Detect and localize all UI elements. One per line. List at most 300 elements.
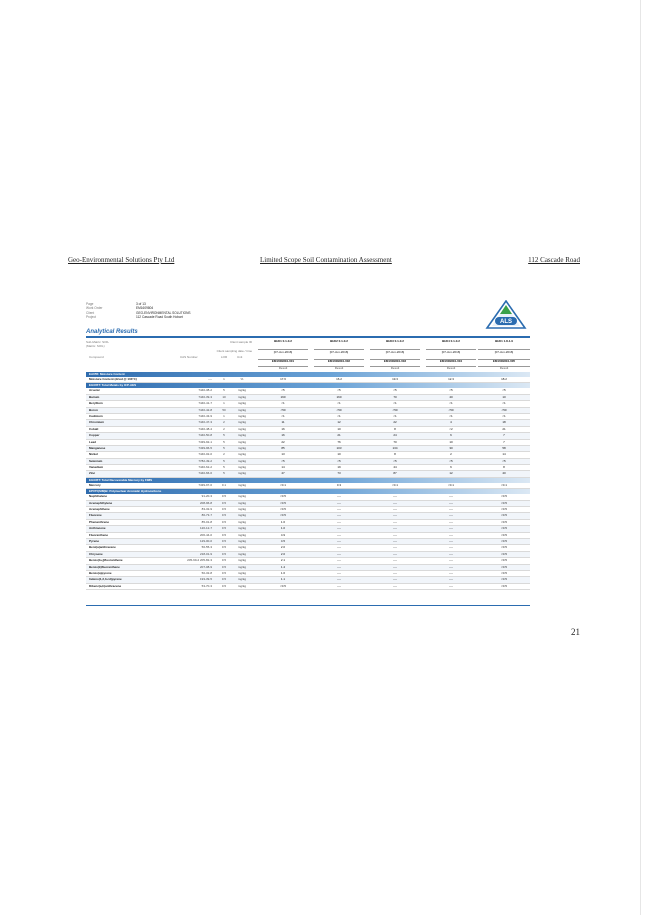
cell-value: 4.5 — [280, 538, 286, 543]
sample-column — [426, 338, 476, 370]
cell-value: 13 — [281, 452, 285, 457]
cell-value: <0.5 — [501, 532, 507, 537]
cell-unit: mg/kg — [237, 532, 247, 537]
cell-cas: 56-55-3 — [201, 545, 212, 550]
cell-name: Acenaphthene — [89, 507, 110, 512]
cell-name: Chromium — [89, 420, 104, 425]
cell-value: ---- — [337, 577, 341, 582]
meta-value: GEO-ENVIRONMENTAL SOLUTIONS — [136, 310, 191, 315]
meta-value: 112 Cascade Road South Hobart — [136, 314, 183, 319]
cell-value: 0.3 — [336, 482, 342, 487]
cell-value: 10 — [337, 452, 341, 457]
cell-value: <1 — [449, 401, 453, 406]
cell-cas: 83-32-9 — [201, 507, 212, 512]
cell-value: 2.0 — [280, 551, 286, 556]
table-header — [86, 338, 530, 370]
cell-value: <0.5 — [501, 570, 507, 575]
cell-value: 14 — [502, 452, 506, 457]
cell-lor: 0.1 — [221, 482, 227, 487]
cell-value: <50 — [448, 407, 454, 412]
cell-cas: 85-01-8 — [201, 519, 212, 524]
cell-value: 12 — [337, 420, 341, 425]
cell-value: ---- — [393, 507, 397, 512]
sample-code: EM1609804-005 — [478, 360, 530, 367]
cell-value: 30 — [449, 445, 453, 450]
cell-value: 4 — [450, 420, 452, 425]
cell-unit: mg/kg — [237, 394, 247, 399]
cell-name: Beryllium — [89, 401, 103, 406]
cell-name: Mercury — [89, 482, 101, 487]
cell-cas: 129-00-0 — [199, 538, 212, 543]
cell-unit: mg/kg — [237, 500, 247, 505]
cell-value: <1 — [337, 413, 341, 418]
cell-value: 103 — [336, 445, 342, 450]
footer-rule — [86, 605, 530, 606]
cell-value: <5 — [449, 388, 453, 393]
cell-lor: 5 — [223, 458, 225, 463]
cell-name: Nickel — [89, 452, 98, 457]
cell-value: <5 — [281, 388, 285, 393]
cell-value: 12.3 — [448, 377, 454, 381]
cell-value: <0.5 — [280, 500, 286, 505]
cell-value: <5 — [502, 458, 506, 463]
matrix-label: (Matrix: SOIL) — [86, 344, 105, 348]
cell-cas: 7440-43-9 — [198, 413, 212, 418]
cell-value: 1.4 — [280, 564, 286, 569]
result-label: Result — [390, 366, 400, 370]
cell-cas: 218-01-9 — [199, 551, 212, 556]
section-band: EA055: Moisture Content — [86, 372, 530, 377]
cell-name: Phenanthrene — [89, 519, 110, 524]
cell-value: <1 — [449, 413, 453, 418]
result-label: Result — [446, 366, 456, 370]
table-row — [86, 584, 530, 590]
cell-value: <5 — [281, 458, 285, 463]
header-report-title: Limited Scope Soil Contamination Assessment — [260, 256, 392, 264]
cell-value: <0.1 — [392, 482, 398, 487]
cell-unit: mg/kg — [237, 519, 247, 524]
cell-value: 1.6 — [280, 570, 286, 575]
cell-value: ---- — [449, 545, 453, 550]
cell-value: 6 — [450, 433, 452, 438]
cell-value: 16 — [281, 426, 285, 431]
cell-name: Lead — [89, 439, 97, 444]
cell-name: Cadmium — [89, 413, 103, 418]
sample-date: [07-Jun-2016] — [478, 350, 530, 360]
cell-value: ---- — [337, 494, 341, 499]
cell-unit: mg/kg — [237, 426, 247, 431]
sample-date: [07-Jun-2016] — [258, 350, 308, 360]
cell-name: Benz(a)anthracene — [89, 545, 116, 550]
cell-cas: 7439-97-6 — [198, 482, 212, 487]
cell-value: 24 — [393, 433, 397, 438]
cell-cas: 205-99-2 205-82-3 — [187, 558, 212, 563]
cell-unit: mg/kg — [237, 458, 247, 463]
cell-value: <0.5 — [280, 583, 286, 588]
cell-value: 22 — [281, 439, 285, 444]
cell-value: <0.5 — [501, 526, 507, 531]
cell-cas: 7440-50-8 — [198, 433, 212, 438]
cell-value: <1 — [393, 413, 397, 418]
cell-value: <1 — [337, 401, 341, 406]
sample-code: EM1609804-004 — [426, 360, 476, 367]
cell-cas: 7440-62-2 — [198, 465, 212, 470]
cell-value: 16 — [281, 433, 285, 438]
results-table — [86, 372, 530, 590]
cell-lor: 0.5 — [221, 513, 227, 518]
cell-value: <5 — [393, 388, 397, 393]
cell-unit: mg/kg — [237, 558, 247, 563]
cell-value: 73 — [337, 471, 341, 476]
sample-id: BH04 0.1-0.2 — [426, 338, 476, 350]
cell-value: 17.6 — [280, 377, 286, 381]
cell-value: <0.1 — [448, 482, 454, 487]
cell-value: 2.0 — [280, 545, 286, 550]
cell-unit: mg/kg — [237, 577, 247, 582]
cell-cas: 7440-47-3 — [198, 420, 212, 425]
cell-value: <0.5 — [501, 500, 507, 505]
cell-unit: mg/kg — [237, 545, 247, 550]
section-band: EP075(SIM)B: Polynuclear Aromatic Hydrocarbons — [86, 489, 530, 494]
cell-name: Benzo(k)fluoranthene — [89, 564, 120, 569]
cell-name: Acenaphthylene — [89, 500, 113, 505]
cell-cas: 7440-02-0 — [198, 452, 212, 457]
cell-value: ---- — [337, 538, 341, 543]
sample-id: BH01 0.1-0.2 — [258, 338, 308, 350]
cell-value: 47 — [281, 471, 285, 476]
cell-value: <5 — [502, 388, 506, 393]
sample-column — [314, 338, 364, 370]
cell-cas: 86-73-7 — [201, 513, 212, 518]
cell-value: <0.5 — [501, 519, 507, 524]
cell-unit: mg/kg — [237, 564, 247, 569]
cell-value: ---- — [393, 513, 397, 518]
sample-date: [07-Jun-2016] — [370, 350, 420, 360]
cell-value: ---- — [337, 558, 341, 563]
cell-value: 21 — [337, 433, 341, 438]
sample-id: BH03 0.1-0.2 — [370, 338, 420, 350]
cell-cas: 207-08-9 — [199, 564, 212, 569]
cell-value: 10 — [502, 394, 506, 399]
cell-lor: 0.5 — [221, 532, 227, 537]
cell-value: ---- — [449, 519, 453, 524]
cell-value: <2 — [449, 426, 453, 431]
cell-name: Barium — [89, 394, 100, 399]
als-logo — [484, 300, 528, 330]
cell-value: <50 — [280, 407, 286, 412]
cell-unit: mg/kg — [237, 388, 247, 393]
cell-unit: mg/kg — [237, 420, 247, 425]
sample-date: [07-Jun-2016] — [426, 350, 476, 360]
cell-value: <1 — [281, 413, 285, 418]
cell-value: 190 — [280, 394, 286, 399]
sample-date: [07-Jun-2016] — [314, 350, 364, 360]
cell-value: ---- — [393, 526, 397, 531]
cell-unit: mg/kg — [237, 465, 247, 470]
sample-column — [370, 338, 420, 370]
cell-cas: 7440-42-8 — [198, 407, 212, 412]
cell-lor: 5 — [223, 445, 225, 450]
cell-value: ---- — [337, 564, 341, 569]
client-id-label: Client sample ID — [229, 340, 252, 344]
cell-value: 8 — [503, 465, 505, 470]
cell-value: ---- — [449, 494, 453, 499]
section-band: EG035T: Total Recoverable Mercury by FIMS — [86, 478, 530, 483]
cell-value: ---- — [393, 538, 397, 543]
cell-value: 7 — [503, 433, 505, 438]
cell-value: ---- — [393, 564, 397, 569]
cell-name: Vanadium — [89, 465, 104, 470]
sample-id: BH02 0.1-0.2 — [314, 338, 364, 350]
cell-value: 87 — [393, 471, 397, 476]
cell-lor: 10 — [222, 394, 226, 399]
cell-value: <0.5 — [501, 538, 507, 543]
cell-value: 6 — [450, 465, 452, 470]
cell-value: 22 — [393, 420, 397, 425]
cell-value: ---- — [393, 532, 397, 537]
cell-name: Boron — [89, 407, 98, 412]
cell-unit: mg/kg — [237, 471, 247, 476]
cell-value: <50 — [336, 407, 342, 412]
cell-value: ---- — [449, 570, 453, 575]
cell-value: 10 — [337, 426, 341, 431]
cell-lor: 0.5 — [221, 494, 227, 499]
cell-value: <50 — [501, 407, 507, 412]
cell-value: ---- — [449, 507, 453, 512]
section-band: EG005T: Total Metals by ICP-AES — [86, 383, 530, 388]
cell-name: Arsenic — [89, 388, 101, 393]
cell-lor: 1 — [223, 377, 225, 381]
cell-lor: 50 — [222, 407, 226, 412]
cell-name: Naphthalene — [89, 494, 108, 499]
cell-unit: mg/kg — [237, 507, 247, 512]
cell-lor: 1 — [223, 413, 225, 418]
cell-value: ---- — [393, 545, 397, 550]
cell-name: Fluorene — [89, 513, 102, 518]
cell-unit: mg/kg — [237, 452, 247, 457]
cell-cas: ---- — [208, 377, 212, 381]
cell-value: ---- — [449, 500, 453, 505]
cell-value: <5 — [393, 458, 397, 463]
cell-value: 40 — [449, 394, 453, 399]
client-date-label: Client sampling date / time — [216, 349, 252, 353]
cell-name: Pyrene — [89, 538, 100, 543]
cell-value: ---- — [337, 519, 341, 524]
cell-lor: 0.5 — [221, 583, 227, 588]
cell-value: ---- — [393, 519, 397, 524]
header-company: Geo-Environmental Solutions Pty Ltd — [68, 256, 175, 264]
cell-unit: mg/kg — [237, 401, 247, 406]
cell-value: 19 — [337, 465, 341, 470]
cell-value: 7 — [503, 439, 505, 444]
cell-lor: 1 — [223, 401, 225, 406]
meta-label: Page — [86, 302, 94, 306]
cell-lor: 0.5 — [221, 545, 227, 550]
cell-value: 18.2 — [501, 377, 507, 381]
cell-cas: 208-96-8 — [199, 500, 212, 505]
cell-value: <5 — [337, 388, 341, 393]
cell-cas: 53-70-3 — [201, 583, 212, 588]
cell-value: 58 — [502, 445, 506, 450]
cell-unit: mg/kg — [237, 570, 247, 575]
cell-lor: 0.5 — [221, 538, 227, 543]
cell-cas: 50-32-8 — [201, 570, 212, 575]
cell-cas: 91-20-3 — [201, 494, 212, 499]
cell-name: Selenium — [89, 458, 103, 463]
cell-value: <1 — [502, 401, 506, 406]
table-row — [86, 483, 530, 489]
cell-value: 70 — [393, 394, 397, 399]
cell-value: <0.5 — [280, 507, 286, 512]
cell-name: Manganese — [89, 445, 106, 450]
table-row — [86, 471, 530, 477]
cell-value: <0.1 — [280, 482, 286, 487]
col-lor: LOR — [221, 355, 228, 359]
cell-cas: 7439-92-1 — [198, 439, 212, 444]
cell-cas: 193-39-5 — [199, 577, 212, 582]
cell-value: 4.9 — [280, 532, 286, 537]
cell-value: 19.3 — [392, 377, 398, 381]
cell-value: 44 — [393, 465, 397, 470]
cell-unit: mg/kg — [237, 407, 247, 412]
cell-value: 12 — [449, 471, 453, 476]
cell-value: ---- — [393, 577, 397, 582]
cell-unit: mg/kg — [237, 526, 247, 531]
cell-unit: mg/kg — [237, 583, 247, 588]
cell-lor: 0.5 — [221, 507, 227, 512]
cell-value: ---- — [393, 551, 397, 556]
cell-value: ---- — [337, 532, 341, 537]
header-address: 112 Cascade Road — [528, 256, 580, 264]
cell-value: 134 — [392, 445, 398, 450]
cell-cas: 7440-48-4 — [198, 426, 212, 431]
cell-value: 1.0 — [280, 526, 286, 531]
meta-value: 3 of 13 — [136, 302, 146, 306]
cell-value: ---- — [337, 570, 341, 575]
cell-value: ---- — [449, 551, 453, 556]
cell-lor: 2 — [223, 426, 225, 431]
cell-value: ---- — [449, 526, 453, 531]
logo-text: ALS — [500, 319, 512, 326]
cell-lor: 0.5 — [221, 577, 227, 582]
cell-value: ---- — [449, 532, 453, 537]
cell-value: 8 — [394, 452, 396, 457]
sub-matrix-label: Sub-Matrix: SOIL — [86, 340, 110, 344]
cell-value: ---- — [393, 494, 397, 499]
cell-value: ---- — [449, 513, 453, 518]
cell-lor: 5 — [223, 439, 225, 444]
cell-value: <50 — [392, 407, 398, 412]
cell-lor: 5 — [223, 465, 225, 470]
cell-value: 21 — [502, 426, 506, 431]
cell-value: 16.2 — [336, 377, 342, 381]
cell-value: <0.5 — [280, 513, 286, 518]
cell-unit: mg/kg — [237, 494, 247, 499]
cell-lor: 5 — [223, 433, 225, 438]
sample-code: EM1609804-001 — [258, 360, 308, 367]
cell-value: ---- — [449, 577, 453, 582]
cell-cas: 7440-41-7 — [198, 401, 212, 406]
cell-value: 2 — [450, 452, 452, 457]
cell-lor: 0.5 — [221, 570, 227, 575]
cell-name: Copper — [89, 433, 100, 438]
meta-label: Work Order — [86, 306, 103, 311]
cell-name: Fluoranthene — [89, 532, 109, 537]
cell-value: ---- — [337, 551, 341, 556]
cell-value: ---- — [337, 513, 341, 518]
cell-cas: 7440-66-6 — [198, 471, 212, 476]
cell-name: Chrysene — [89, 551, 103, 556]
cell-value: 70 — [393, 439, 397, 444]
cell-unit: mg/kg — [237, 439, 247, 444]
cell-value: <0.5 — [501, 577, 507, 582]
cell-value: <0.1 — [501, 482, 507, 487]
cell-name: Benzo(a)pyrene — [89, 570, 112, 575]
cell-lor: 0.5 — [221, 519, 227, 524]
cell-value: 85 — [281, 445, 285, 450]
table-row — [86, 377, 530, 383]
cell-unit: mg/kg — [237, 513, 247, 518]
cell-value: 160 — [336, 394, 342, 399]
cell-value: ---- — [337, 507, 341, 512]
cell-value: ---- — [393, 558, 397, 563]
cell-value: <0.5 — [501, 583, 507, 588]
cell-value: <0.5 — [501, 545, 507, 550]
cell-value: 2.1 — [280, 558, 286, 563]
cell-value: ---- — [449, 564, 453, 569]
sample-code: EM1609804-002 — [314, 360, 364, 367]
cell-value: <1 — [502, 413, 506, 418]
cell-value: <1 — [281, 401, 285, 406]
cell-lor: 5 — [223, 388, 225, 393]
cell-cas: 7440-39-3 — [198, 394, 212, 399]
cell-value: 8 — [394, 426, 396, 431]
result-label: Result — [278, 366, 288, 370]
col-cas: CAS Number — [180, 355, 198, 359]
cell-value: 14 — [281, 465, 285, 470]
cell-value: ---- — [393, 500, 397, 505]
matrix-info — [86, 340, 109, 348]
report-meta — [86, 302, 191, 319]
cell-cas: 7439-96-5 — [198, 445, 212, 450]
page-edge — [640, 0, 641, 915]
cell-lor: 2 — [223, 452, 225, 457]
cell-value: ---- — [393, 583, 397, 588]
cell-value: <0.5 — [501, 564, 507, 569]
cell-lor: 0.5 — [221, 551, 227, 556]
col-compound: Compound — [89, 355, 104, 359]
cell-value: <0.5 — [280, 494, 286, 499]
cell-value: 10 — [449, 439, 453, 444]
cell-value: <5 — [337, 458, 341, 463]
cell-value: ---- — [449, 583, 453, 588]
meta-row — [86, 315, 191, 319]
cell-value: <0.5 — [501, 507, 507, 512]
cell-value: ---- — [449, 558, 453, 563]
col-unit: Unit — [237, 355, 243, 359]
cell-lor: 0.5 — [221, 564, 227, 569]
cell-name: Anthracene — [89, 526, 106, 531]
cell-value: <0.5 — [501, 558, 507, 563]
cell-lor: 2 — [223, 420, 225, 425]
result-label: Result — [334, 366, 344, 370]
cell-cas: 7440-38-2 — [198, 388, 212, 393]
cell-lor: 0.5 — [221, 558, 227, 563]
page-number: 21 — [571, 627, 580, 637]
cell-value: ---- — [337, 583, 341, 588]
cell-unit: mg/kg — [237, 538, 247, 543]
cell-cas: 7782-49-2 — [198, 458, 212, 463]
